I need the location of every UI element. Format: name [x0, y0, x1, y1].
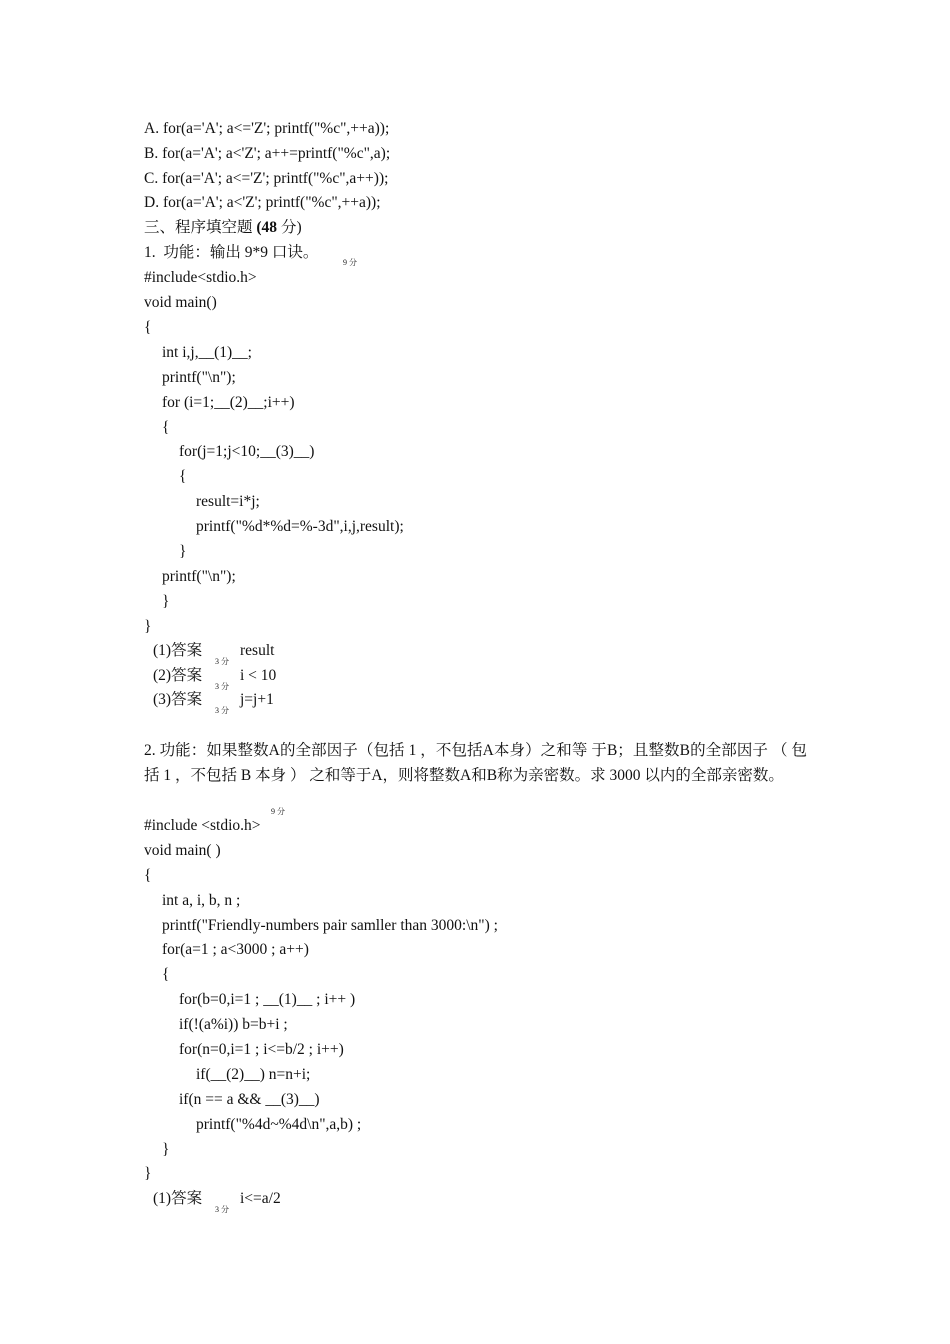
q1-answer-points: 3 分 — [215, 706, 229, 715]
option-c: C. for(a='A'; a<='Z'; printf("%c",a++)); — [144, 170, 389, 187]
q2-code-line: for(b=0,i=1 ; __(1)__ ; i++ ) — [179, 991, 356, 1008]
q2-code-line: void main( ) — [144, 842, 221, 859]
q1-code-line: printf("\n"); — [162, 369, 236, 386]
q2-answer-label: (1)答案 — [153, 1190, 203, 1207]
q2-code-line: { — [144, 867, 152, 884]
q2-code-line: int a, i, b, n ; — [162, 892, 241, 909]
section-heading — [144, 218, 302, 238]
q2-code-line: for(n=0,i=1 ; i<=b/2 ; i++) — [179, 1041, 344, 1058]
q2-code-line: printf("Friendly-numbers pair samller than 3000:\n") ; — [162, 917, 498, 934]
q2-title: 2. 功能：如果整数A的全部因子（包括 1 ，不包括A本身）之和等 于B；且整数B的全部因子 （ 包括 1 ，不包括 B 本身 ） 之和等于A，则将整数A和B称为亲密数。求 3000 以内的全部亲密数。 — [144, 742, 807, 784]
q1-code-line: { — [144, 319, 152, 336]
q1-code-line: result=i*j; — [196, 493, 260, 510]
q1-answer-points: 3 分 — [215, 657, 229, 666]
q2-code-line: { — [162, 966, 170, 983]
section-title-suffix: 分) — [277, 219, 302, 236]
option-a: A. for(a='A'; a<='Z'; printf("%c",++a)); — [144, 120, 390, 137]
q2-code-line: } — [162, 1141, 170, 1158]
section-title-points: (48 — [256, 219, 278, 236]
q1-answer-label: (2)答案 — [153, 667, 203, 684]
q1-answer-points: 3 分 — [215, 682, 229, 691]
q1-code-line: int i,j,__(1)__; — [162, 344, 252, 361]
q1-answer-label: (3)答案 — [153, 691, 203, 708]
q2-code-line: if(n == a && __(3)__) — [179, 1091, 320, 1108]
q2-code-line: #include <stdio.h> — [144, 817, 261, 834]
q1-code-line: { — [179, 468, 187, 485]
q1-code-line: for(j=1;j<10;__(3)__) — [179, 443, 315, 460]
q2-code-line: if(!(a%i)) b=b+i ; — [179, 1016, 288, 1033]
q1-answer-label: (1)答案 — [153, 642, 203, 659]
q2-code-line: printf("%4d~%4d\n",a,b) ; — [196, 1116, 362, 1133]
q1-code-line: { — [162, 419, 170, 436]
q1-points: 9 分 — [343, 258, 357, 267]
option-b: B. for(a='A'; a<'Z'; a++=printf("%c",a); — [144, 145, 391, 162]
q1-code-line: #include<stdio.h> — [144, 269, 257, 286]
q2-code-line: for(a=1 ; a<3000 ; a++) — [162, 941, 309, 958]
q2-points: 9 分 — [271, 807, 285, 816]
q2-answer-value: i<=a/2 — [240, 1190, 281, 1207]
q2-answer-points: 3 分 — [215, 1205, 229, 1214]
q1-code-line: } — [162, 593, 170, 610]
q1-code-line: for (i=1;__(2)__;i++) — [162, 394, 295, 411]
section-title-prefix: 三、程序填空题 — [144, 219, 257, 236]
option-d: D. for(a='A'; a<'Z'; printf("%c",++a)); — [144, 194, 381, 211]
q1-code-line: printf("%d*%d=%-3d",i,j,result); — [196, 518, 404, 535]
q1-answer-value: result — [240, 642, 275, 659]
q1-answer-value: i < 10 — [240, 667, 277, 684]
q2-code-line: } — [144, 1165, 152, 1182]
q1-code-line: void main() — [144, 294, 217, 311]
q1-title: 1. 功能：输出 9*9 口诀。 — [144, 244, 319, 261]
q1-answer-value: j=j+1 — [240, 691, 274, 708]
q1-code-line: } — [144, 618, 152, 635]
q1-code-line: } — [179, 543, 187, 560]
q2-code-line: if(__(2)__) n=n+i; — [196, 1066, 311, 1083]
q1-code-line: printf("\n"); — [162, 568, 236, 585]
